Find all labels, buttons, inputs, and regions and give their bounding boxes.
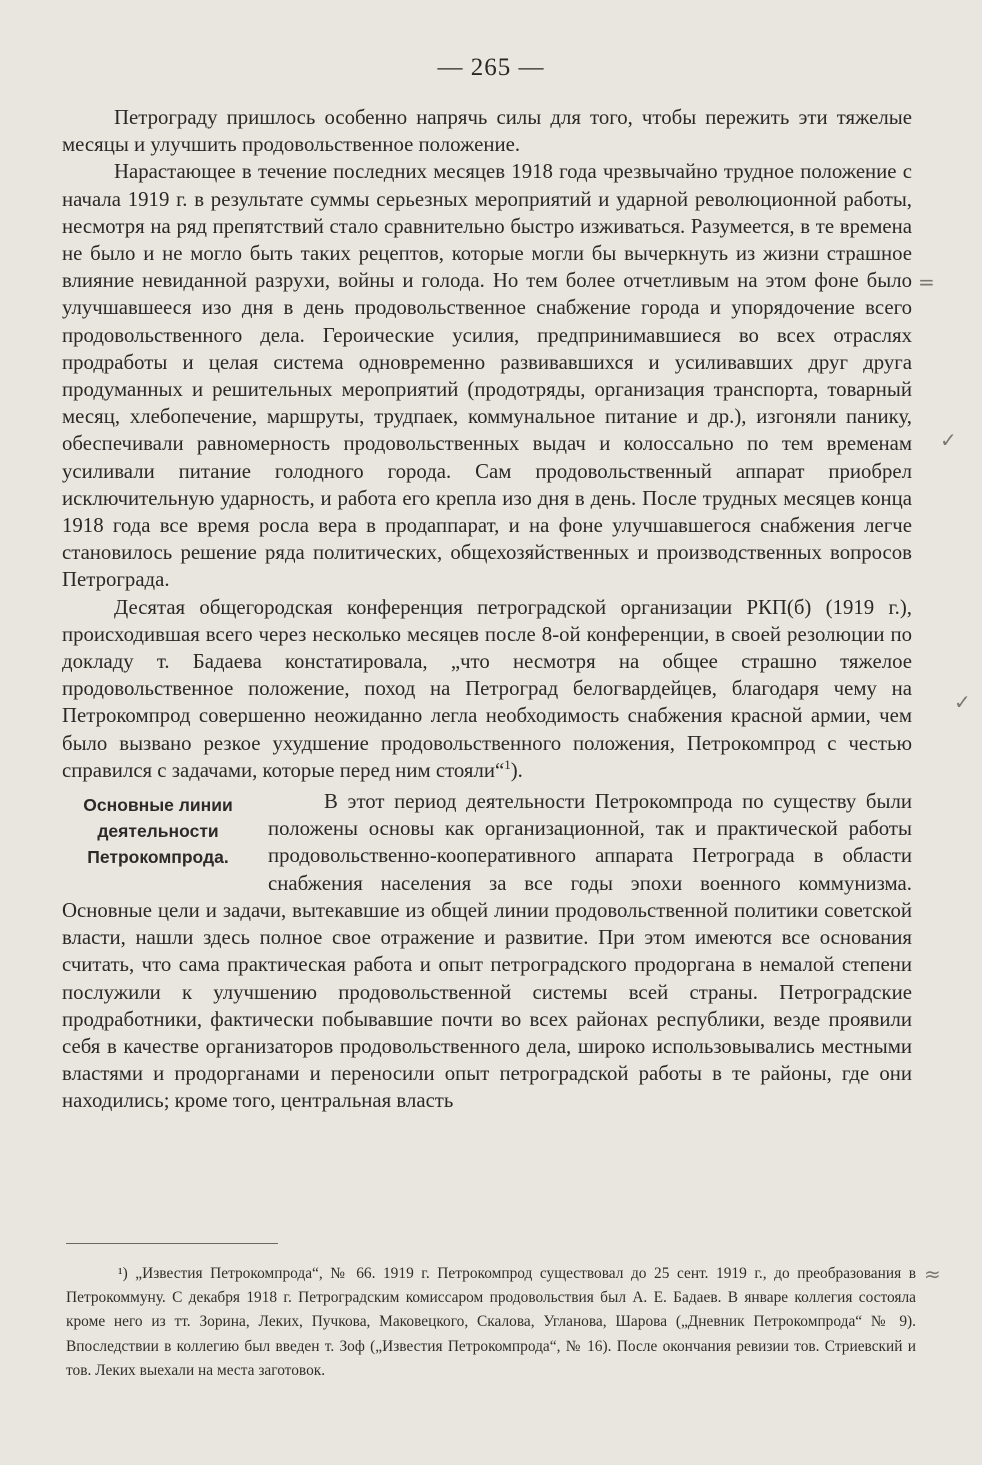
footnote: ¹) „Известия Петрокомпрода“, № 66. 1919 г. Петрокомпрод существовал до 25 сент. 1919 г., до преобразования в Петрокоммуну. С декабря 1918 г. Петроградским комиссаром продовольствия был А. Е. Бадаев. В январе коллегия состояла кроме него из тт. Зорина, Леких, Пучкова, Маковецкого, Скалова, Угланова, Шарова („Дневник Петрокомпрода“ № 9). Впоследствии в коллегию был введен т. Зоф („Известия Петрокомпрода“, № 16). После окончания ревизии тов. Стриевский и тов. Леких выехали на места заготовок. bbox=[66, 1265, 916, 1379]
margin-mark-equals-icon: = bbox=[918, 270, 935, 294]
paragraph-3-tail: ). bbox=[510, 758, 523, 782]
main-text bbox=[62, 104, 912, 1115]
side-heading: Основные линии деятельности Петрокомпрода. bbox=[83, 795, 233, 868]
margin-mark-check-icon: ✓ bbox=[954, 690, 971, 714]
paragraph-3 bbox=[62, 594, 912, 784]
footnote-reference: 1 bbox=[504, 756, 511, 772]
margin-mark-check-icon: ✓ bbox=[940, 428, 957, 452]
footnote-divider bbox=[66, 1243, 278, 1244]
page-number: — 265 — bbox=[437, 54, 545, 81]
paragraph-3-text: Десятая общегородская конференция петроградской организации РКП(б) (1919 г.), происходившая всего через несколько месяцев после 8-ой конференции, в своей резолюции по докладу т. Бадаева констатировала, „что несмотря на общее страшно тяжелое продовольственное положение, поход на Петроград белогвардейцев, благодаря чему на Петрокомпрод совершенно неожиданно легла необходимость снабжения красной армии, чем было вызвано резкое ухудшение продовольственного положения, Петрокомпрод с честью справился с задачами, которые перед ним стояли“ bbox=[62, 595, 912, 782]
margin-mark-squiggle-icon: ≈ bbox=[924, 1262, 941, 1286]
paragraph-4-text: В этот период деятельности Петрокомпрода по существу были положены основы как организационной, так и практической работы продовольственно-кооперативного аппарата Петрограда в области снабжения населения за все годы эпохи военного коммунизма. Основные цели и задачи, вытекавшие из общей линии продовольственной политики советской власти, нашли здесь полное свое отражение и развитие. При этом имеются все основания считать, что сама практическая работа и опыт петроградского продоргана в немалой степени послужили к улучшению продовольственной системы всей страны. Петроградские продработники, фактически побывавшие почти во всех районах республики, везде проявили себя в качестве организаторов продовольственного дела, широко использовывались местными властями и продорганами и переносили опыт петроградской работы в те районы, где они находились; кроме того, центральная власть bbox=[62, 790, 912, 1113]
paragraph-1: Петрограду пришлось особенно напрячь силы для того, чтобы пережить эти тяжелые месяцы и улучшить продовольственное положение. bbox=[62, 106, 912, 157]
paragraph-4 bbox=[62, 788, 912, 1114]
paragraph-2: Нарастающее в течение последних месяцев 1918 года чрезвычайно трудное положение с начала 1919 г. в результате суммы серьезных мероприятий и ударной революционной работы, несмотря на ряд препятствий стало сравнительно быстро изживаться. Разумеется, в те времена не было и не могло быть таких рецептов, которые могли бы вычеркнуть из жизни страшное влияние невиданной разрухи, войны и голода. Но тем более отчетливым на этом фоне было улучшавшееся изо дня в день продовольственное снабжение города и упорядочение всего продовольственного дела. Героические усилия, предпринимавшиеся во всех отраслях продработы и целая система одновременно развивавшихся и усиливавших друг друга продуманных и решительных мероприятий (продотряды, организация транспорта, товарный месяц, хлебопечение, маршруты, трудпаек, коммунальное питание и др.), изгоняли панику, обеспечивали равномерность продовольственных выдач и колоссально по тем временам усиливали питание голодного города. Сам продовольственный аппарат приобрел исключительную ударность, и работа его крепла изо дня в день. После трудных месяцев конца 1918 года все время росла вера в продаппарат, и на фоне улучшавшегося снабжения легче становилось решение ряда политических, общехозяйственных и производственных вопросов Петрограда. bbox=[62, 160, 912, 592]
